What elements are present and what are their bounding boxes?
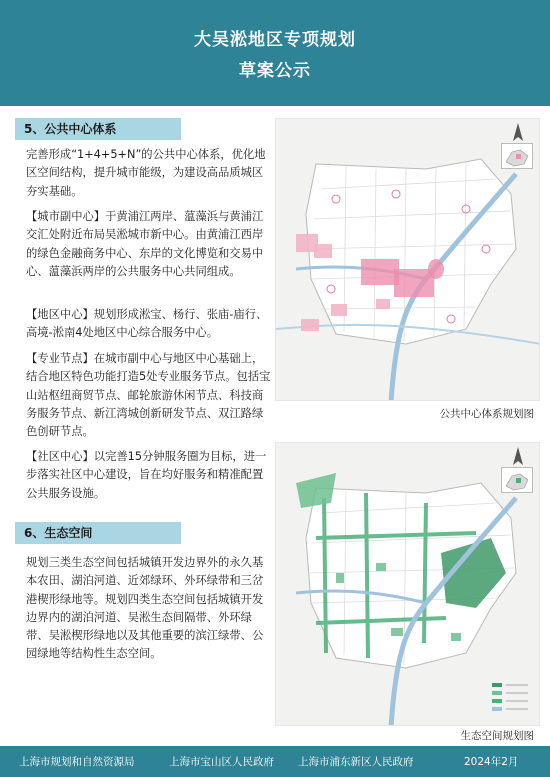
page-header	[0, 0, 550, 106]
locator-inset-icon	[501, 143, 533, 169]
public-center-map-caption: 公共中心体系规划图	[439, 408, 534, 420]
north-arrow-icon	[511, 447, 525, 467]
page-subtitle: 草案公示	[239, 61, 311, 81]
public-center-map	[275, 118, 540, 401]
footer-org-baoshan-government: 上海市宝山区人民政府	[169, 756, 274, 768]
legend-icon	[492, 683, 532, 719]
section-heading-ecological-space: 6、生态空间	[15, 522, 181, 544]
ecological-space-map	[275, 442, 540, 726]
paragraph-overview: 完善形成“1+4+5+N”的公共中心体系，优化地区空间结构，提升城市能级，为建设高品质城区夯实基础。	[26, 148, 266, 198]
paragraph-district-centers: 【地区中心】规划形成淞宝、杨行、张庙-庙行、高境-淞南4处地区中心综合服务中心。	[26, 308, 268, 340]
paragraph-city-subcenter: 【城市副中心】于黄浦江两岸、蕰藻浜与黄浦江交汇处附近布局吴淞城市新中心。由黄浦江西岸的绿色金融商务中心、东岸的文化博览和交易中心、蕰藻浜两岸的公共服务中心共同组成。	[26, 210, 264, 278]
north-arrow-icon	[511, 123, 525, 143]
paragraph-community-centers: 【社区中心】以完善15分钟服务圈为目标，进一步落实社区中心建设，旨在均好服务和精准配置公共服务设施。	[26, 450, 267, 500]
footer-org-pudong-government: 上海市浦东新区人民政府	[298, 756, 414, 768]
page-footer	[0, 746, 550, 777]
paragraph-ecological-space: 规划三类生态空间包括城镇开发边界外的永久基本农田、湖泊河道、近郊绿环、外环绿带和三岔港楔形绿地等。规划四类生态空间包括城镇开发边界内的湖泊河道、吴淞生态间隔带、外环绿带、吴淞楔形绿地以及其他重要的滨江绿带、公园绿地等结构性生态空间。	[26, 556, 264, 661]
locator-inset-icon	[501, 467, 533, 493]
paragraph-professional-nodes: 【专业节点】在城市副中心与地区中心基础上，结合地区特色功能打造5处专业服务节点。包括宝山站枢纽商贸节点、邮轮旅游休闲节点、科技商务服务节点、新江湾城创新研发节点、双江路绿色创研节点。	[26, 352, 271, 439]
footer-org-planning-bureau: 上海市规划和自然资源局	[19, 756, 135, 768]
page-title: 大吴淞地区专项规划	[194, 30, 356, 50]
section-heading-public-centers: 5、公共中心体系	[15, 118, 181, 140]
footer-date: 2024年2月	[464, 756, 519, 768]
ecological-space-map-caption: 生态空间规划图	[460, 730, 534, 742]
